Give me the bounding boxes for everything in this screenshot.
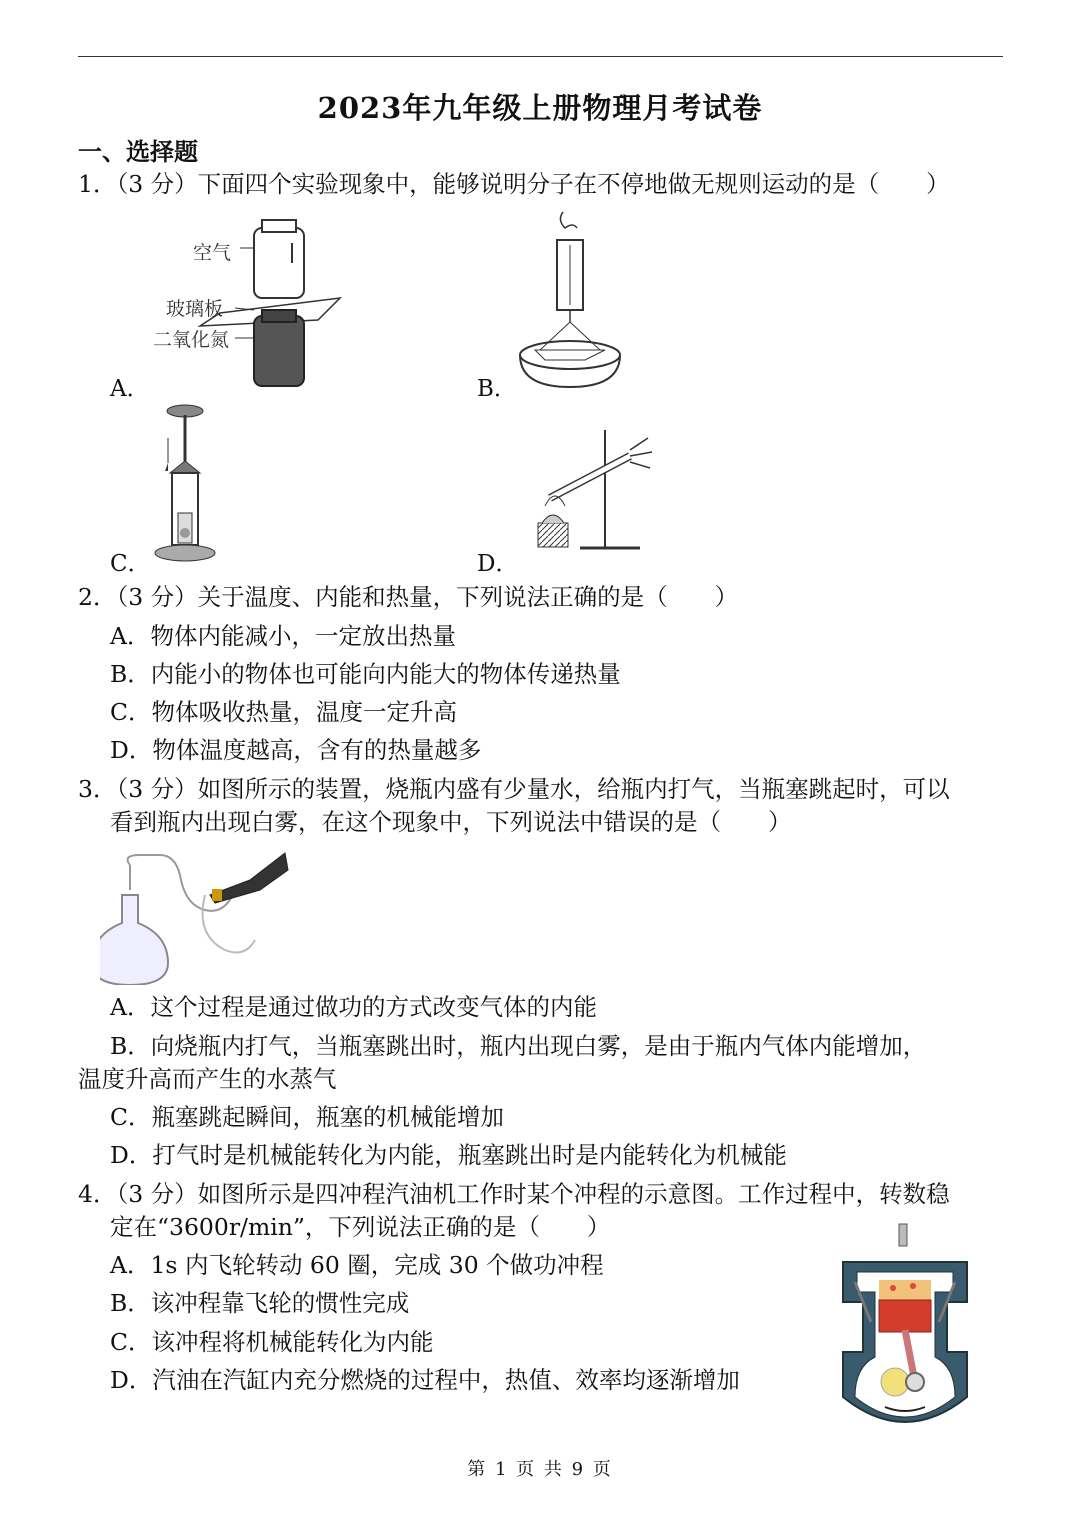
q1-label-glass: 玻璃板 bbox=[166, 298, 224, 320]
q4-stem-line2: 定在“3600r/min”，下列说法正确的是（ ） bbox=[110, 1213, 611, 1241]
q2-stem: 2．（3 分）关于温度、内能和热量，下列说法正确的是（ ） bbox=[78, 583, 739, 611]
top-rule bbox=[78, 56, 1003, 57]
q2-option-c: C．物体吸收热量，温度一定升高 bbox=[110, 698, 457, 726]
q3-option-c: C．瓶塞跳起瞬间，瓶塞的机械能增加 bbox=[110, 1103, 504, 1131]
q1-stem: 1．（3 分）下面四个实验现象中，能够说明分子在不停地做无规则运动的是（ ） bbox=[78, 170, 950, 198]
q1-figure-b bbox=[515, 210, 630, 395]
q4-option-c: C．该冲程将机械能转化为内能 bbox=[110, 1328, 434, 1356]
q3-stem-line2: 看到瓶内出现白雾，在这个现象中，下列说法中错误的是（ ） bbox=[110, 808, 792, 836]
page-title: 2023年九年级上册物理月考试卷 bbox=[317, 91, 763, 125]
q1-label-air: 空气 bbox=[193, 242, 232, 264]
q2-option-d: D．物体温度越高，含有的热量越多 bbox=[110, 736, 482, 764]
q1-option-a-label: A． bbox=[110, 376, 150, 402]
q3-option-d: D．打气时是机械能转化为内能，瓶塞跳出时是内能转化为机械能 bbox=[110, 1141, 787, 1169]
q4-option-b: B．该冲程靠飞轮的惯性完成 bbox=[110, 1289, 410, 1317]
q2-option-b: B．内能小的物体也可能向内能大的物体传递热量 bbox=[110, 660, 621, 688]
page-footer: 第 1 页 共 9 页 bbox=[467, 1459, 613, 1480]
q4-option-a: A．1s 内飞轮转动 60 圈，完成 30 个做功冲程 bbox=[110, 1251, 604, 1279]
q2-option-a: A．物体内能减小，一定放出热量 bbox=[110, 622, 456, 650]
q1-figure-d bbox=[530, 428, 665, 553]
q3-option-b-line1: B．向烧瓶内打气，当瓶塞跳出时，瓶内出现白雾，是由于瓶内气体内能增加， bbox=[110, 1032, 927, 1060]
q1-option-c-label: C． bbox=[110, 551, 151, 577]
q1-option-b-label: B． bbox=[477, 376, 517, 402]
q3-stem-line1: 3．（3 分）如图所示的装置，烧瓶内盛有少量水，给瓶内打气，当瓶塞跳起时，可以 bbox=[78, 775, 950, 803]
q1-label-no2: 二氧化氮 bbox=[153, 329, 230, 351]
q3-option-a: A．这个过程是通过做功的方式改变气体的内能 bbox=[110, 993, 597, 1021]
q1-option-d-label: D． bbox=[477, 551, 519, 577]
section-heading: 一、选择题 bbox=[78, 137, 198, 166]
q3-option-b-line2: 温度升高而产生的水蒸气 bbox=[78, 1065, 337, 1093]
q1-figure-c bbox=[150, 403, 220, 568]
q4-option-d: D．汽油在汽缸内充分燃烧的过程中，热值、效率均逐渐增加 bbox=[110, 1366, 740, 1394]
q4-figure-engine-cylinder bbox=[835, 1222, 975, 1432]
q4-stem-line1: 4．（3 分）如图所示是四冲程汽油机工作时某个冲程的示意图。工作过程中，转数稳 bbox=[78, 1180, 950, 1208]
q3-figure-flask-pump bbox=[100, 845, 290, 985]
